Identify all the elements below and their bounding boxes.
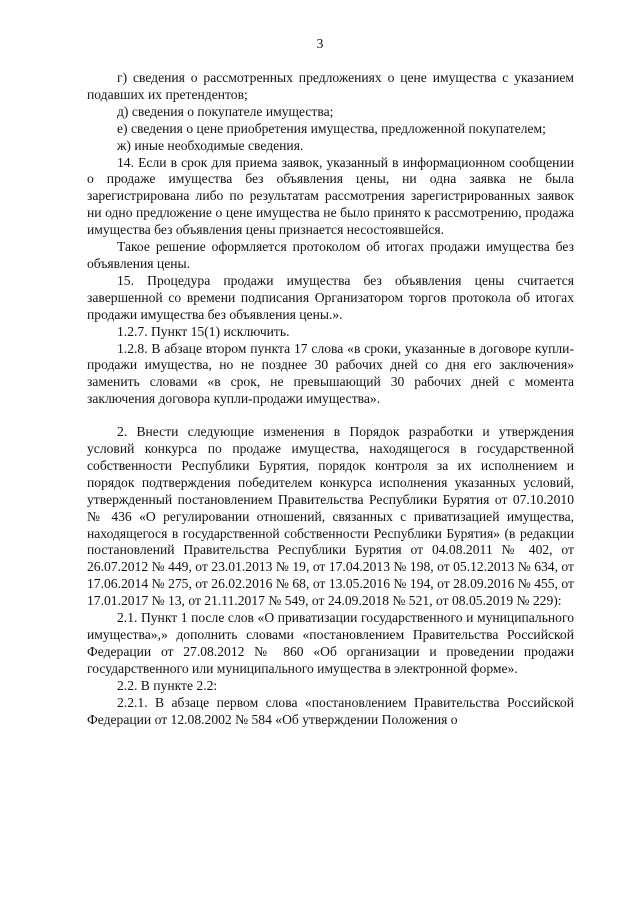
paragraph-1-2-7: 1.2.7. Пункт 15(1) исключить. [117,323,290,339]
paragraph-item-zh: ж) иные необходимые сведения. [117,137,304,153]
page-number: 3 [316,36,324,51]
paragraph-1-2-8: 1.2.8. В абзаце втором пункта 17 слова «в сроки, указанные в договоре купли-продажи имущества, но не позднее 30 рабочих дней со дня его заключения» заменить словами «в срок, не превышающий 30 рабочих дней с момента заключения договора купли-продажи имущества». [87,340,574,407]
document-body [87,70,574,728]
paragraph-2-2: 2.2. В пункте 2.2: [117,677,218,693]
paragraph-clause-14: 14. Если в срок для приема заявок, указанный в информационном сообщении о продаже имущества без объявления цены, ни одна заявка не была зарегистрирована либо по результатам рассмотрения зарегистрированных заявок ни одно предложение о цене имущества не было принято к рассмотрению, продажа имущества без объявления цены признается несостоявшейся. [87,154,574,238]
paragraph-decision: Такое решение оформляется протоколом об итогах продажи имущества без объявления цены. [87,239,574,271]
paragraph-item-e: е) сведения о цене приобретения имущества, предложенной покупателем; [117,120,546,136]
paragraph-section-2: 2. Внести следующие изменения в Порядок разработки и утверждения условий конкурса по продаже имущества, находящегося в государственной собственности Республики Бурятия, порядок контроля за их исполнением и порядок подтверждения победителем конкурса исполнения указанных условий, утвержденный постановлением Правительства Республики Бурятия от 07.10.2010 № 436 «О регулировании отношений, связанных с приватизацией имущества, находящегося в государственной собственности Республики Бурятия» (в редакции постановлений Правительства Республики Бурятия от 04.08.2011 № 402, от 26.07.2012 № 449, от 23.01.2013 № 19, от 17.04.2013 № 198, от 05.12.2013 № 634, от 17.06.2014 № 275, от 26.02.2016 № 68, от 13.05.2016 № 194, от 28.09.2016 № 455, от 17.01.2017 № 13, от 21.11.2017 № 549, от 24.09.2018 № 521, от 08.05.2019 № 229): [87,424,574,609]
paragraph-clause-15: 15. Процедура продажи имущества без объявления цены считается завершенной со времени подписания Организатором торгов протокола об итогах продажи имущества без объявления цены.». [87,272,574,322]
paragraph-2-2-1: 2.2.1. В абзаце первом слова «постановлением Правительства Российской Федерации от 12.08.2002 № 584 «Об утверждении Положения о [87,694,574,727]
paragraph-item-g: г) сведения о рассмотренных предложениях о цене имущества с указанием подавших их претендентов; [87,70,574,102]
paragraph-2-1: 2.1. Пункт 1 после слов «О приватизации государственного и муниципального имущества»,» дополнить словами «постановлением Правительства Российской Федерации от 27.08.2012 № 860 «Об организации и проведении продажи государственного или муниципального имущества в электронной форме». [87,610,574,676]
paragraph-item-d: д) сведения о покупателе имущества; [117,103,334,119]
